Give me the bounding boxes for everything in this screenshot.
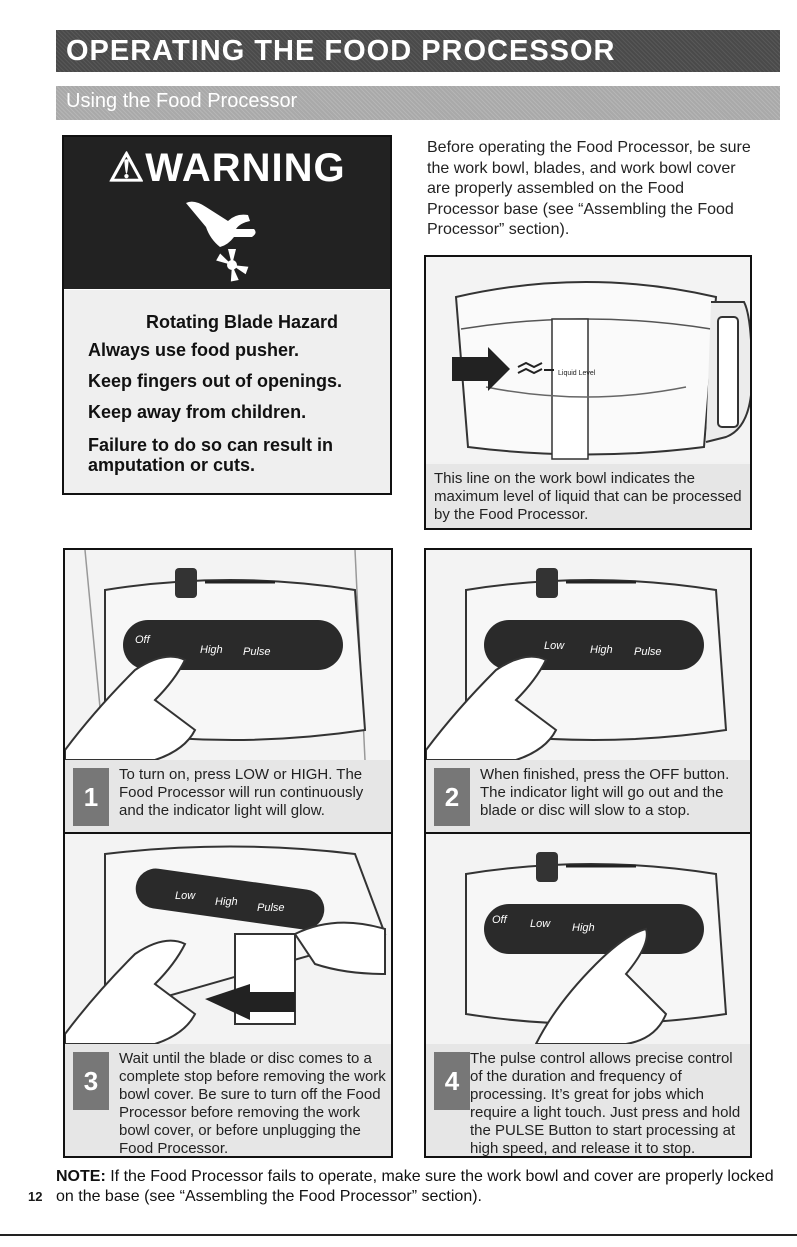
step-number: 3 <box>73 1052 109 1110</box>
button-label: Pulse <box>243 646 271 658</box>
control-panel-illustration <box>65 550 393 760</box>
pulse-control-illustration <box>426 834 752 1044</box>
hand-blade-hazard-icon <box>184 199 284 285</box>
control-panel-illustration <box>426 550 752 760</box>
page-title: OPERATING THE FOOD PROCESSOR <box>66 35 616 67</box>
title-bar <box>56 30 780 72</box>
step-number: 1 <box>73 768 109 826</box>
button-label: Pulse <box>257 902 285 914</box>
step-number: 2 <box>434 768 470 826</box>
page-number: 12 <box>28 1189 43 1204</box>
step-caption-box <box>426 1044 750 1156</box>
warning-body <box>64 290 390 493</box>
button-label: High <box>200 644 223 656</box>
footer-rule <box>0 1234 797 1236</box>
button-label: Pulse <box>634 646 662 658</box>
intro-paragraph: Before operating the Food Processor, be sure the work bowl, blades, and work bowl cover are properly assembled on the Food Processor base (see “Assembling the Food Processor” section). <box>427 139 751 238</box>
note-paragraph <box>56 1167 776 1207</box>
remove-cover-illustration <box>65 834 393 1044</box>
warning-line: Always use food pusher. <box>88 340 300 360</box>
warning-line: Failure to do so can result in <box>88 435 334 455</box>
button-label: Off <box>135 634 150 646</box>
warning-line: Keep away from children. <box>88 402 307 422</box>
button-label: Low <box>544 640 565 652</box>
step-caption: Wait until the blade or disc comes to a complete stop before removing the work bowl cover. Be sure to turn off the Food Processor before removing the work bowl cover, or before unplugging the Food Processor. <box>119 1050 386 1157</box>
warning-line: amputation or cuts. <box>88 455 256 475</box>
step-2-figure <box>424 548 752 848</box>
warning-header <box>64 137 390 289</box>
bowl-figure <box>424 255 752 530</box>
bowl-caption: This line on the work bowl indicates the maximum level of liquid that can be processed by the Food Processor. <box>426 464 750 528</box>
step-caption: The pulse control allows precise control of the duration and frequency of processing. It’s great for jobs which require a light touch. Just press and hold the PULSE Button to start processing at high speed, and release it to stop. <box>470 1050 741 1157</box>
liquid-level-label: Liquid Level <box>558 370 596 377</box>
note-text: If the Food Processor fails to operate, make sure the work bowl and cover are properly locked on the base (see “Assembling the Food Processor” section). <box>56 1168 774 1205</box>
step-caption: To turn on, press LOW or HIGH. The Food Processor will run continuously and the indicator light will glow. <box>119 766 364 819</box>
step-caption-box <box>65 1044 391 1156</box>
section-title: Using the Food Processor <box>66 90 298 112</box>
step-4-figure <box>424 832 752 1158</box>
step-number: 4 <box>434 1052 470 1110</box>
work-bowl-illustration <box>426 257 752 462</box>
button-label: High <box>215 896 238 908</box>
warning-line: Keep fingers out of openings. <box>88 371 343 391</box>
note-label: NOTE: <box>56 1168 106 1185</box>
step-1-figure <box>63 548 393 848</box>
section-bar <box>56 86 780 120</box>
button-label: Low <box>530 918 551 930</box>
step-caption: When finished, press the OFF button. The indicator light will go out and the blade or disc will slow to a stop. <box>480 766 730 819</box>
step-3-figure <box>63 832 393 1158</box>
hazard-title: Rotating Blade Hazard <box>146 312 339 332</box>
button-label: High <box>572 922 595 934</box>
button-label: Low <box>175 890 196 902</box>
button-label: High <box>590 644 613 656</box>
warning-signal-word: ⚠WARNING <box>108 146 346 190</box>
button-label: Off <box>492 914 507 926</box>
